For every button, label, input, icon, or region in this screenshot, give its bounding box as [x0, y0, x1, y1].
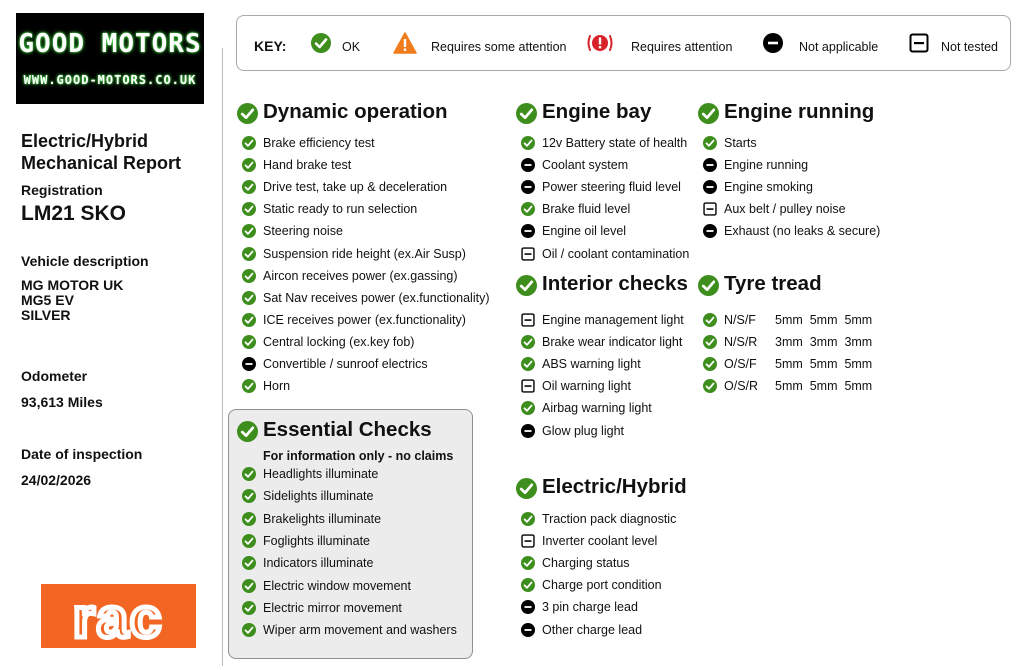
- electric-check-item: 3 pin charge lead: [542, 600, 638, 614]
- key-ok-label: OK: [342, 40, 361, 54]
- vehicle-description: [21, 278, 123, 323]
- tyre-tread-values: 3mm 3mm 3mm: [775, 335, 873, 349]
- not-applicable-icon: [521, 224, 535, 238]
- logo-url: WWW.GOOD-MOTORS.CO.UK: [23, 73, 197, 87]
- ok-icon: [521, 556, 535, 570]
- ok-icon: [516, 103, 537, 124]
- rac-logo-text: RAC: [72, 586, 164, 648]
- ok-icon: [521, 401, 535, 415]
- not-applicable-icon: [703, 158, 717, 172]
- not-applicable-icon: [703, 180, 717, 194]
- not-applicable-icon: [521, 424, 535, 438]
- ok-icon: [703, 335, 717, 349]
- engine-bay-check-item: Brake fluid level: [542, 202, 631, 216]
- not-applicable-icon: [521, 623, 535, 637]
- tyre-position: O/S/F: [724, 357, 757, 371]
- not-applicable-icon: [763, 33, 783, 53]
- rac-logo: [41, 584, 196, 648]
- dynamic-check-item: Brake efficiency test: [263, 136, 375, 150]
- ok-icon: [521, 512, 535, 526]
- dynamic-check-item: Drive test, take up & deceleration: [263, 180, 448, 194]
- engine-bay-check-item: Engine oil level: [542, 224, 627, 238]
- not-tested-icon: [909, 33, 929, 53]
- not-tested-icon: [703, 202, 717, 216]
- key-attention-label: Requires attention: [631, 40, 733, 54]
- essential-check-item: Foglights illuminate: [263, 534, 370, 548]
- engine-running-check-item: Exhaust (no leaks & secure): [724, 224, 881, 238]
- essential-section-title: Essential Checks: [263, 418, 432, 441]
- electric-check-item: Charge port condition: [542, 578, 662, 592]
- not-applicable-icon: [521, 158, 535, 172]
- logo-name: GOOD MOTORS: [18, 29, 202, 59]
- ok-icon: [311, 33, 331, 53]
- interior-check-item: ABS warning light: [542, 357, 641, 371]
- interior-check-item: Glow plug light: [542, 424, 624, 438]
- tyre-tread-values: 5mm 5mm 5mm: [775, 379, 873, 393]
- not-applicable-icon: [703, 224, 717, 238]
- engine-running-check-item: Engine running: [724, 158, 809, 172]
- ok-icon: [242, 269, 256, 283]
- dynamic-check-item: Static ready to run selection: [263, 202, 418, 216]
- key-not-applicable-label: Not applicable: [799, 40, 879, 54]
- ok-icon: [242, 579, 256, 593]
- dynamic-check-item: Sat Nav receives power (ex.functionality): [263, 291, 490, 305]
- key-not-tested-label: Not tested: [941, 40, 998, 54]
- ok-icon: [521, 357, 535, 371]
- essential-check-item: Indicators illuminate: [263, 556, 374, 570]
- dynamic-check-item: Suspension ride height (ex.Air Susp): [263, 247, 466, 261]
- ok-icon: [516, 275, 537, 296]
- dynamic-section-title: Dynamic operation: [263, 100, 448, 123]
- vehicle-colour: SILVER: [21, 307, 71, 323]
- ok-icon: [516, 478, 537, 499]
- ok-icon: [698, 103, 719, 124]
- essential-check-item: Brakelights illuminate: [263, 512, 382, 526]
- engine-bay-check-item: Coolant system: [542, 158, 629, 172]
- ok-icon: [703, 357, 717, 371]
- dynamic-check-item: Hand brake test: [263, 158, 352, 172]
- ok-icon: [242, 512, 256, 526]
- inspection-date-value: 24/02/2026: [21, 472, 92, 488]
- essential-check-item: Wiper arm movement and washers: [263, 623, 457, 637]
- ok-icon: [698, 275, 719, 296]
- dynamic-check-item: ICE receives power (ex.functionality): [263, 313, 466, 327]
- tyre-position: N/S/R: [724, 335, 758, 349]
- ok-icon: [242, 313, 256, 327]
- ok-icon: [521, 136, 535, 150]
- key-some-attention-label: Requires some attention: [431, 40, 567, 54]
- essential-check-item: Electric window movement: [263, 579, 411, 593]
- ok-icon: [242, 379, 256, 393]
- essential-check-item: Headlights illuminate: [263, 467, 379, 481]
- electric-check-item: Other charge lead: [542, 623, 643, 637]
- ok-icon: [242, 534, 256, 548]
- engine-bay-check-item: Power steering fluid level: [542, 180, 681, 194]
- essential-check-item: Sidelights illuminate: [263, 489, 374, 503]
- tyre-section-title: Tyre tread: [724, 272, 822, 295]
- ok-icon: [242, 247, 256, 261]
- not-tested-icon: [521, 313, 535, 327]
- ok-icon: [242, 224, 256, 238]
- engine-running-section-title: Engine running: [724, 100, 875, 123]
- not-tested-icon: [521, 534, 535, 548]
- interior-check-item: Oil warning light: [542, 379, 631, 393]
- ok-icon: [521, 335, 535, 349]
- ok-icon: [242, 489, 256, 503]
- not-applicable-icon: [521, 600, 535, 614]
- electric-check-item: Traction pack diagnostic: [542, 512, 677, 526]
- registration-label: Registration: [21, 182, 103, 198]
- odometer-value: 93,613 Miles: [21, 394, 103, 410]
- dynamic-check-item: Aircon receives power (ex.gassing): [263, 269, 458, 283]
- ok-icon: [237, 421, 258, 442]
- interior-check-item: Brake wear indicator light: [542, 335, 683, 349]
- tyre-position: O/S/R: [724, 379, 759, 393]
- ok-icon: [242, 623, 256, 637]
- ok-icon: [703, 379, 717, 393]
- engine-running-check-item: Starts: [724, 136, 757, 150]
- registration-value: LM21 SKO: [21, 202, 127, 225]
- essential-check-item: Electric mirror movement: [263, 601, 402, 615]
- electric-check-item: Inverter coolant level: [542, 534, 658, 548]
- engine-running-check-item: Aux belt / pulley noise: [724, 202, 846, 216]
- odometer-label: Odometer: [21, 368, 88, 384]
- engine-bay-section-title: Engine bay: [542, 100, 652, 123]
- not-tested-icon: [521, 247, 535, 261]
- not-applicable-icon: [521, 180, 535, 194]
- engine-running-check-item: Engine smoking: [724, 180, 813, 194]
- not-tested-icon: [521, 379, 535, 393]
- report-title-line1: Electric/Hybrid: [21, 131, 149, 151]
- warning-triangle-icon: [393, 32, 417, 54]
- report-title-line2: Mechanical Report: [21, 153, 182, 173]
- key-title: KEY:: [254, 38, 287, 54]
- ok-icon: [242, 291, 256, 305]
- not-applicable-icon: [242, 357, 256, 371]
- tyre-tread-values: 5mm 5mm 5mm: [775, 357, 873, 371]
- ok-icon: [242, 202, 256, 216]
- dynamic-check-item: Convertible / sunroof electrics: [263, 357, 428, 371]
- dynamic-check-item: Steering noise: [263, 224, 343, 238]
- vehicle-make: MG MOTOR UK: [21, 277, 124, 293]
- good-motors-logo: [16, 13, 204, 104]
- dynamic-check-item: Central locking (ex.key fob): [263, 335, 415, 349]
- interior-check-item: Engine management light: [542, 313, 684, 327]
- ok-icon: [703, 136, 717, 150]
- vehicle-description-label: Vehicle description: [21, 253, 149, 269]
- ok-icon: [242, 335, 256, 349]
- inspection-date-label: Date of inspection: [21, 446, 143, 462]
- essential-checks-subtitle: For information only - no claims: [263, 449, 454, 463]
- ok-icon: [237, 103, 258, 124]
- interior-section-title: Interior checks: [542, 272, 688, 295]
- ok-icon: [242, 180, 256, 194]
- alert-icon: [586, 32, 614, 54]
- ok-icon: [242, 136, 256, 150]
- dynamic-check-item: Horn: [263, 379, 291, 393]
- ok-icon: [242, 601, 256, 615]
- interior-check-item: Airbag warning light: [542, 401, 652, 415]
- ok-icon: [521, 578, 535, 592]
- engine-bay-check-item: 12v Battery state of health: [542, 136, 688, 150]
- vehicle-model: MG5 EV: [21, 292, 74, 308]
- tyre-position: N/S/F: [724, 313, 756, 327]
- ok-icon: [242, 467, 256, 481]
- engine-bay-check-item: Oil / coolant contamination: [542, 247, 690, 261]
- report-title: [21, 130, 216, 174]
- ok-icon: [242, 556, 256, 570]
- ok-icon: [703, 313, 717, 327]
- electric-check-item: Charging status: [542, 556, 630, 570]
- column-divider: [222, 48, 223, 666]
- ok-icon: [521, 202, 535, 216]
- electric-section-title: Electric/Hybrid: [542, 475, 687, 498]
- tyre-tread-values: 5mm 5mm 5mm: [775, 313, 873, 327]
- ok-icon: [242, 158, 256, 172]
